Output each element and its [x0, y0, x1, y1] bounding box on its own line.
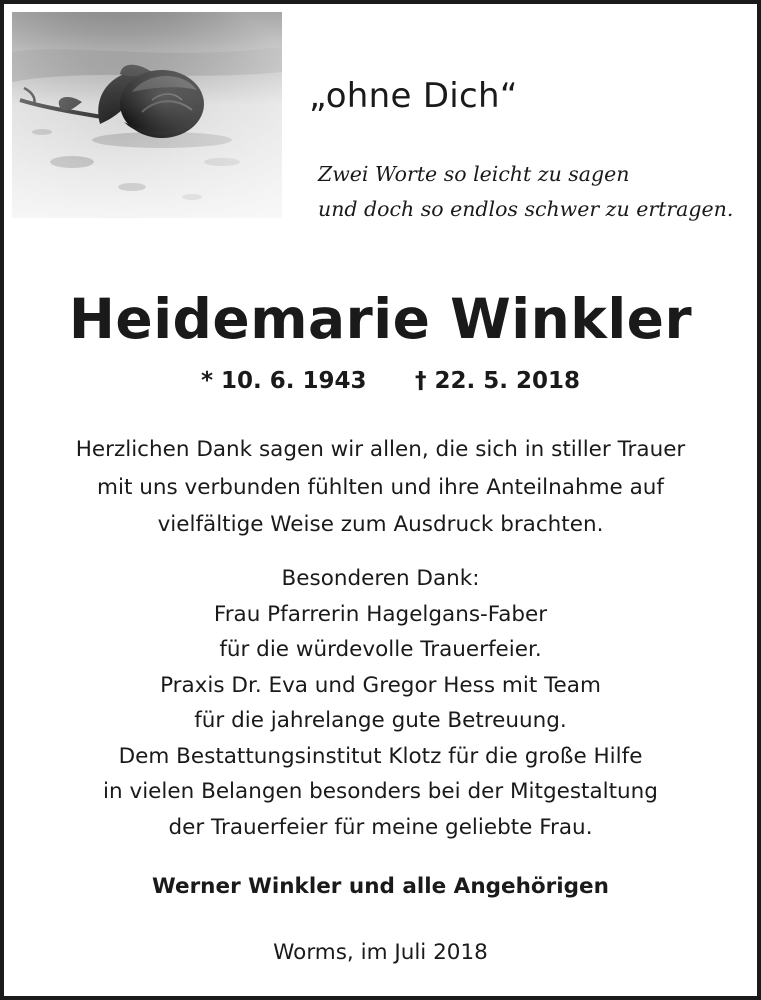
heading-quote: „ohne Dich“	[309, 76, 518, 116]
rose-on-wet-surface-icon	[12, 12, 282, 218]
signature: Werner Winkler und alle Angehörigen	[152, 874, 609, 899]
thanks-paragraph	[4, 431, 757, 544]
special-thanks-line: für die würdevolle Trauerfeier.	[219, 637, 542, 662]
special-thanks-line: Besonderen Dank:	[281, 566, 480, 591]
special-thanks	[4, 561, 757, 845]
verse	[318, 157, 733, 227]
thanks-line: vielfältige Weise zum Ausdruck brachten.	[157, 512, 604, 537]
special-thanks-line: Frau Pfarrerin Hagelgans-Faber	[213, 601, 548, 627]
rose-photo	[12, 12, 282, 218]
special-thanks-line: Praxis Dr. Eva und Gregor Hess mit Team	[160, 672, 601, 698]
verse-line: Zwei Worte so leicht zu sagen	[318, 162, 630, 186]
birth-date: * 10. 6. 1943	[201, 368, 367, 394]
thanks-line: mit uns verbunden fühlten und ihre Anteilnahme auf	[97, 474, 664, 500]
special-thanks-line: für die jahrelange gute Betreuung.	[194, 708, 567, 733]
special-thanks-line: Dem Bestattungsinstitut Klotz für die große Hilfe	[118, 743, 643, 769]
place-date: Worms, im Juli 2018	[273, 940, 488, 965]
deceased-name: Heidemarie Winkler	[68, 287, 693, 351]
special-thanks-line: der Trauerfeier für meine geliebte Frau.	[168, 814, 593, 840]
thanks-line: Herzlichen Dank sagen wir allen, die sich in stiller Trauer	[75, 437, 686, 462]
death-date: † 22. 5. 2018	[415, 368, 581, 394]
verse-line: und doch so endlos schwer zu ertragen.	[318, 197, 734, 221]
special-thanks-line: in vielen Belangen besonders bei der Mitgestaltung	[103, 779, 658, 804]
